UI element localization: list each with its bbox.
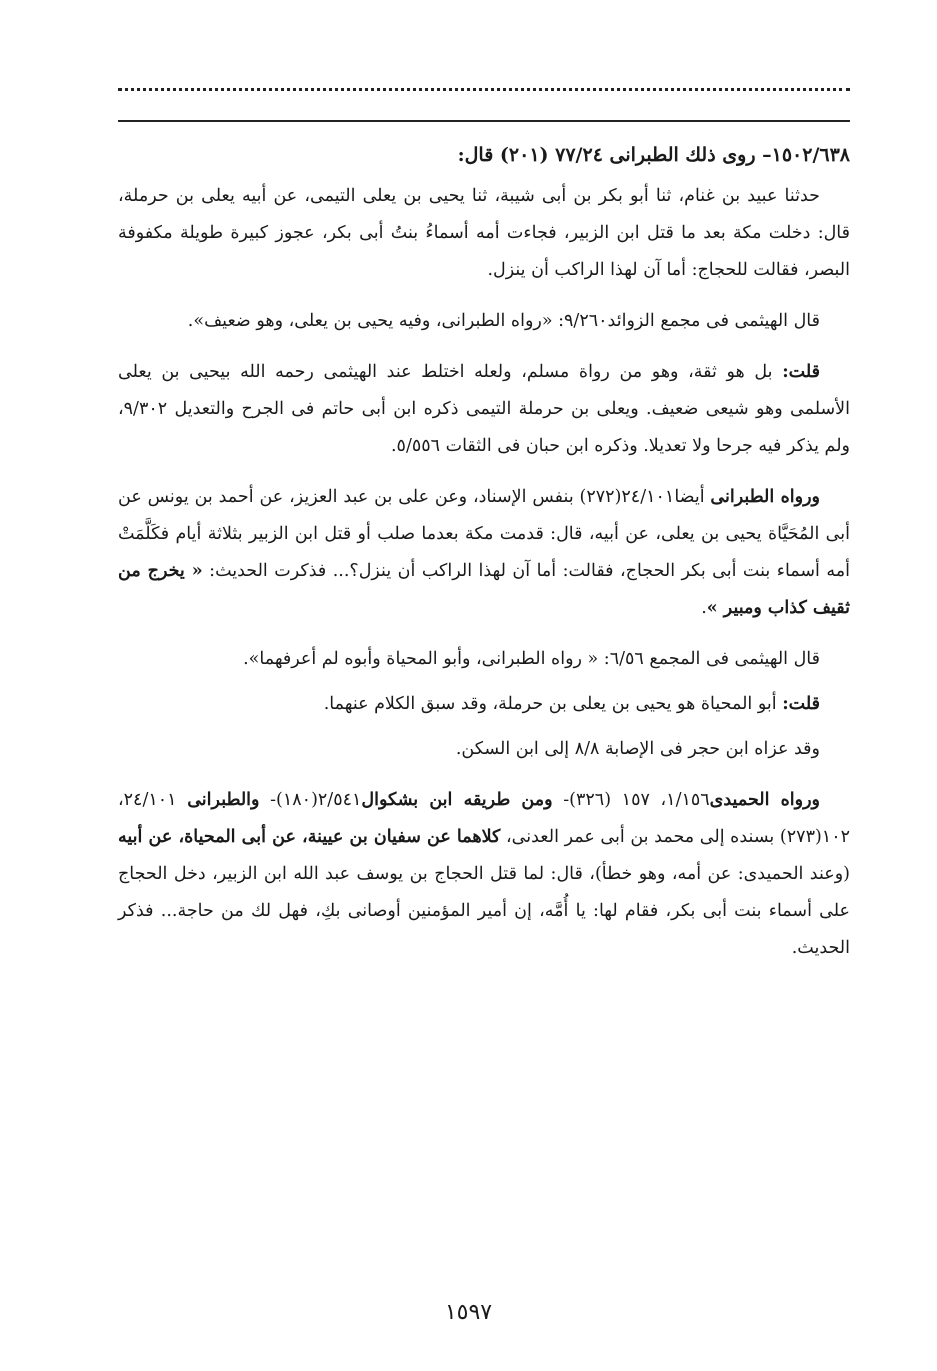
- qultu-text-2: أبو المحياة هو يحيى بن يعلى بن حرملة، وقد سبق الكلام عنهما.: [323, 694, 783, 714]
- paragraph-isaba: وقد عزاه ابن حجر فى الإصابة ٨/٨ إلى ابن السكن.: [455, 739, 820, 759]
- page-content: [118, 138, 850, 981]
- qultu-lead-2: قلت:: [782, 694, 820, 714]
- entry-heading-text: روى ذلك الطبرانى ٧٧/٢٤ (٢٠١) قال:: [457, 144, 763, 166]
- paragraph-haythami-2: قال الهيثمى فى المجمع ٦/٥٦: « رواه الطبرانى، وأبو المحياة وأبوه لم أعرفهما».: [243, 649, 820, 669]
- humaydi-lead: ورواه الحميدى: [709, 790, 821, 810]
- paragraph-haythami-1: قال الهيثمى فى مجمع الزوائد٩/٢٦٠: «رواه الطبرانى، وفيه يحيى بن يعلى، وهو ضعيف».: [187, 311, 820, 331]
- tabarani-quote: « يخرج من ثقيف كذاب ومبير »: [118, 561, 850, 618]
- paragraph-humaydi: [118, 782, 850, 967]
- paragraph-hadith: حدثنا عبيد بن غنام، ثنا أبو بكر بن أبى شيبة، ثنا يحيى بن يعلى التيمى، عن أبيه يعلى بن حرملة، قال: دخلت مكة بعد ما قتل ابن الزبير، فجاءت أمه أسماءُ بنتُ أبى بكر، عجوز كبيرة طويلة مكفوفة البصر، فقالت للحجاج: أما آن لهذا الراكب أن ينزل.: [118, 186, 850, 280]
- qultu-lead-1: قلت:: [782, 362, 820, 382]
- humaydi-bold-2: والطبرانى: [187, 790, 260, 810]
- humaydi-text-3: ٢٤/١٠١، ١٠٢(٢٧٣) بسنده إلى محمد بن أبى عمر العدنى،: [118, 790, 850, 847]
- humaydi-bold-3: كلاهما عن سفيان بن عيينة، عن أبى المحياة، عن أبيه: [118, 827, 501, 847]
- humaydi-text-1: ١/١٥٦، ١٥٧ (٣٢٦)-: [552, 790, 710, 810]
- header-rule: [118, 120, 850, 122]
- page-number: ١٥٩٧: [444, 1300, 493, 1325]
- paragraph-qultu-1: [118, 354, 850, 465]
- tabarani-lead: ورواه الطبرانى: [710, 487, 820, 507]
- dotted-separator: [118, 88, 850, 102]
- humaydi-text-2: ٢/٥٤١(١٨٠)-: [259, 790, 362, 810]
- humaydi-text-4: (وعند الحميدى: عن أمه، وهو خطأ)، قال: لما قتل الحجاج بن يوسف عبد الله ابن الزبير، دخل الحجاج على أسماء بنت أبى بكر، فقام لها: يا أُمَّه، إن أمير المؤمنين أوصانى بكِ، فهل لك من حاجة... فذكر الحديث.: [118, 864, 850, 958]
- entry-dash: –: [762, 144, 772, 166]
- entry-number: ١٥٠٢/٦٣٨: [771, 144, 850, 166]
- paragraph-qultu-2: [118, 686, 850, 723]
- qultu-text-1: بل هو ثقة، وهو من رواة مسلم، ولعله اختلط عند الهيثمى رحمه الله بيحيى بن يعلى الأسلمى وهو شيعى ضعيف. ويعلى بن حرملة التيمى ذكره ابن أبى حاتم فى الجرح والتعديل ٩/٣٠٢، ولم يذكر فيه جرحا ولا تعديلا. وذكره ابن حبان فى الثقات ٥/٥٥٦.: [118, 362, 850, 456]
- humaydi-bold-1: ومن طريقه ابن بشكوال: [361, 790, 553, 810]
- paragraph-tabarani-2: [118, 479, 850, 627]
- tabarani-text: أيضا٢٤/١٠١(٢٧٢) بنفس الإسناد، وعن على بن عبد العزيز، عن أحمد بن يونس عن أبى المُحَيَّاة يحيى بن يعلى، عن أبيه، قال: قدمت مكة بعدما صلب أو قتل ابن الزبير بثلاثة أيام فكَلَّمَتْ أمه أسماء بنت أبى بكر الحجاج، فقالت: أما آن لهذا الراكب أن ينزل؟... فذكرت الحديث:: [118, 487, 850, 581]
- tabarani-end: .: [701, 598, 707, 618]
- entry-heading: [118, 138, 850, 172]
